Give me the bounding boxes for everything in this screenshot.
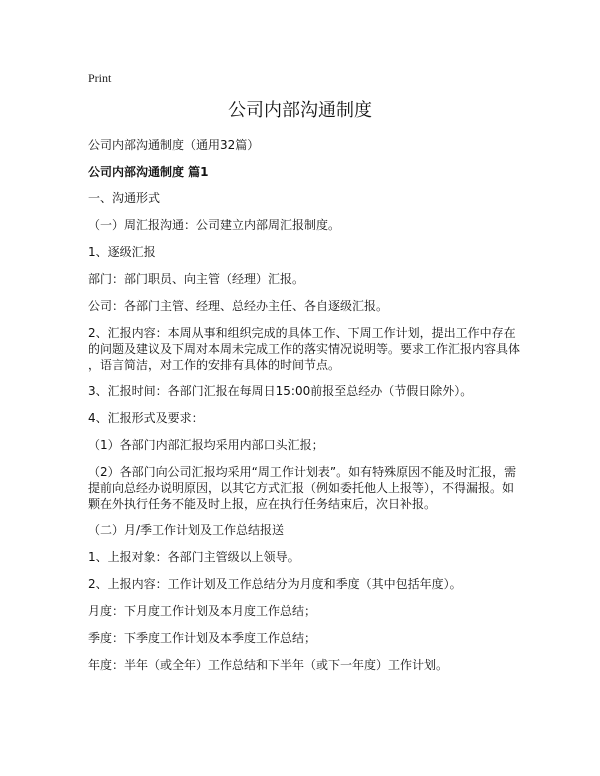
paragraph-5: 公司：各部门主管、经理、总经办主任、各自逐级汇报。 bbox=[88, 299, 389, 313]
paragraph-7: 3、汇报时间：各部门汇报在每周日15:00前报至总经办（节假日除外）。 bbox=[88, 384, 473, 398]
paragraph-10-line-1: （2）各部门向公司汇报均采用“周工作计划表”。如有特殊原因不能及时汇报，需 bbox=[88, 465, 517, 479]
paragraph-6-line-3: ，语言简洁，对工作的安排有具体的时间节点。 bbox=[88, 358, 341, 372]
paragraph-8: 4、汇报形式及要求： bbox=[88, 411, 204, 425]
paragraph-11: （二）月/季工作计划及工作总结报送 bbox=[88, 523, 285, 537]
paragraph-3: 1、逐级汇报 bbox=[88, 245, 156, 259]
paragraph-10-line-3: 颗在外执行任务不能及时上报，应在执行任务结束后，次日补报。 bbox=[88, 497, 437, 511]
paragraph-14: 月度：下月度工作计划及本月度工作总结； bbox=[88, 604, 317, 618]
paragraph-6-line-2: 的问题及建议及下周对本周未完成工作的落实情况说明等。要求工作汇报内容具体 bbox=[88, 342, 521, 356]
paragraph-12: 1、上报对象：各部门主管级以上领导。 bbox=[88, 550, 300, 564]
paragraph-6 bbox=[88, 325, 528, 373]
paragraph-13: 2、上报内容：工作计划及工作总结分为月度和季度（其中包括年度）。 bbox=[88, 577, 462, 591]
print-link[interactable]: Print bbox=[88, 71, 112, 85]
paragraph-1: 一、沟通形式 bbox=[88, 191, 161, 205]
paragraph-2: （一）周汇报沟通：公司建立内部周汇报制度。 bbox=[88, 218, 341, 232]
paragraph-10 bbox=[88, 464, 528, 512]
page-title: 公司内部沟通制度 bbox=[228, 100, 372, 121]
paragraph-15: 季度：下季度工作计划及本季度工作总结； bbox=[88, 631, 317, 645]
paragraph-10-line-2: 提前向总经办说明原因，以其它方式汇报（例如委托他人上报等），不得漏报。如 bbox=[88, 481, 515, 495]
paragraph-4: 部门：部门职员、向主管（经理）汇报。 bbox=[88, 272, 305, 286]
document-subtitle: 公司内部沟通制度（通用32篇） bbox=[88, 138, 260, 152]
paragraph-6-line-1: 2、汇报内容：本周从事和组织完成的具体工作、下周工作计划，提出工作中存在 bbox=[88, 326, 516, 340]
section-heading: 公司内部沟通制度 篇1 bbox=[88, 165, 209, 179]
paragraph-16: 年度：半年（或全年）工作总结和下半年（或下一年度）工作计划。 bbox=[88, 658, 449, 672]
paragraph-9: （1）各部门内部汇报均采用内部口头汇报； bbox=[88, 438, 324, 452]
